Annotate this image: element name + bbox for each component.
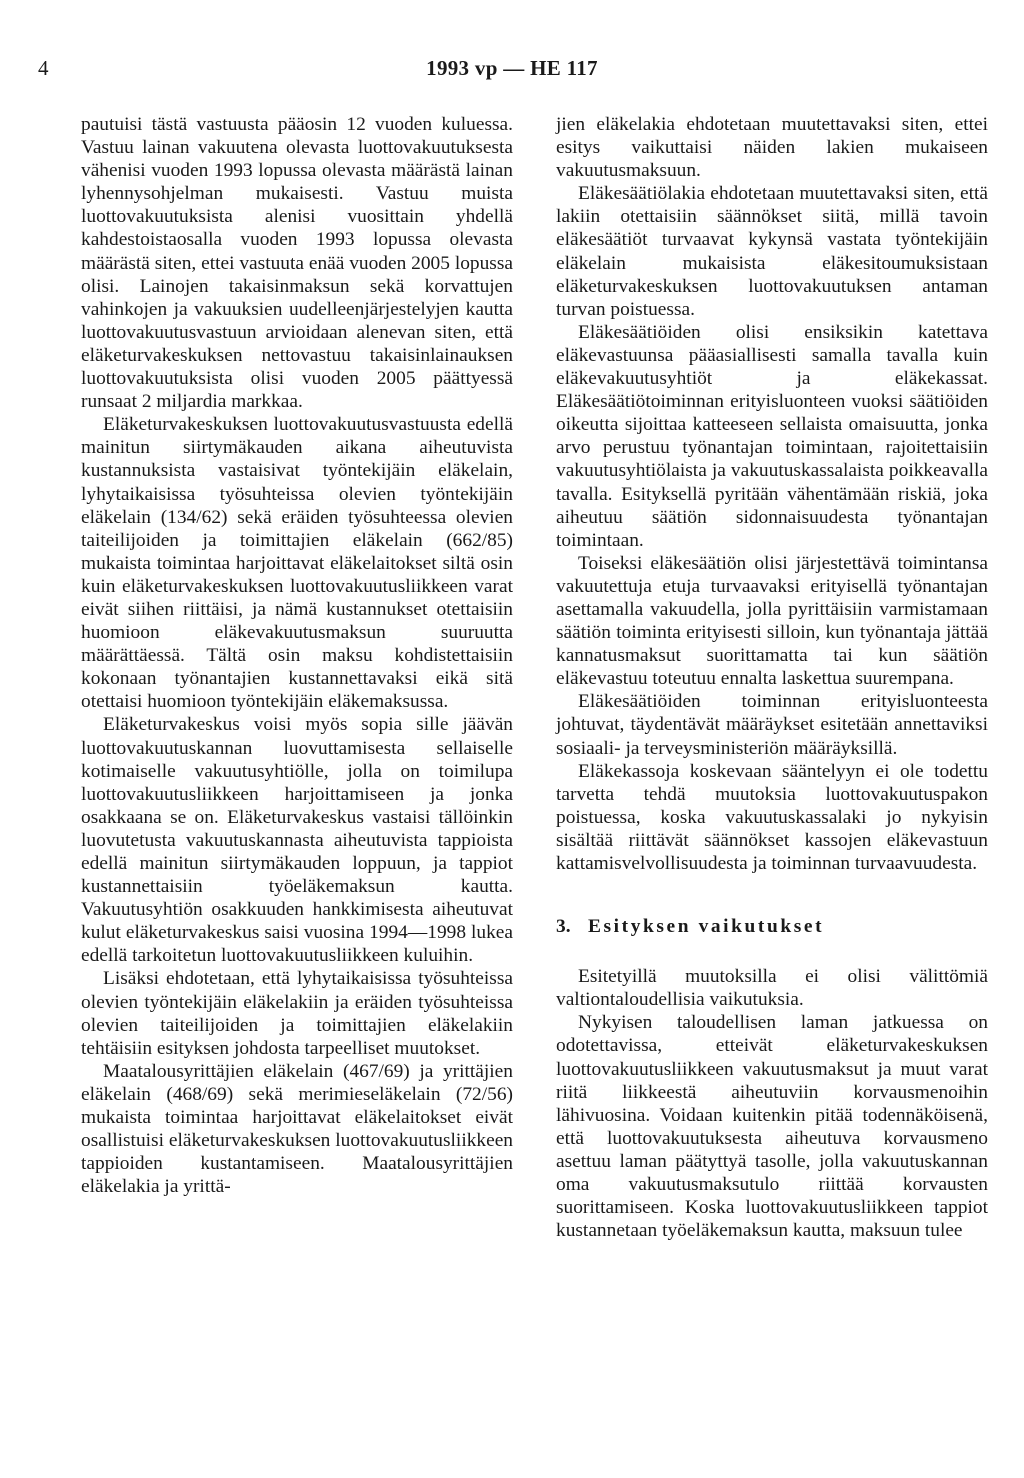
running-head: 1993 vp — HE 117: [426, 56, 598, 80]
section-heading: [556, 915, 988, 938]
paragraph: Nykyisen taloudellisen laman jatkuessa on odotettavissa, etteivät eläketurvakeskuksen luottovakuutusliikkeen vakuutusmaksut ja muut varat riitä liikkeestä aiheutuviin korvausmenoihin lähivuosina. Voidaan kuitenkin pitää todennäköisenä, että luottovakuutuksesta aiheutuva korvausmeno asettuu laman päätyttyä tasolle, jolla vakuutuskannan oma vakuutusmaksutulo riittää korvausten suorittamiseen. Koska luottovakuutusliikkeen tappiot kustannetaan työeläkemaksun kautta, maksuun tulee: [556, 1012, 988, 1242]
page-header: [0, 56, 1024, 86]
paragraph: jien eläkelakia ehdotetaan muutettavaksi siten, ettei esitys vaikuttaisi näiden lakien mukaiseen vakuutusmaksuun.: [556, 114, 988, 182]
paragraph: Esitetyillä muutoksilla ei olisi välittömiä valtiontaloudellisia vaikutuksia.: [556, 966, 988, 1011]
paragraph: Eläkekassoja koskevaan sääntelyyn ei ole todettu tarvetta tehdä muutoksia luottovakuutuspakon poistuessa, koska vakuutuskassalaki jo nykyisin sisältää riittävät säännökset kassojen eläkevastuun kattamisvelvollisuudesta ja toiminnan turvaavuudesta.: [556, 760, 988, 874]
paragraph: pautuisi tästä vastuusta pääosin 12 vuoden kuluessa. Vastuu lainan vakuutena olevasta luottovakuutuksesta vähenisi vuoden 1993 lopussa olevasta määrästä lainan lyhennysohjelman mukaisesti. Vastuu muista luottovakuutuksista alenisi vuosittain yhdellä kahdestoistaosalla vuoden 1993 lopussa olevasta määrästä siten, ettei vastuuta enää vuoden 2005 lopussa olisi. Lainojen takaisinmaksun sekä korvattujen vahinkojen ja vakuuksien uudelleenjärjestelyjen kautta luottovakuutusvastuun arvioidaan alenevan siten, että eläketurvakeskuksen nettovastuu takaisinlainauksen luottovakuutuksista olisi vuoden 2005 päättyessä runsaat 2 miljardia markkaa.: [81, 114, 513, 413]
right-column: [556, 113, 988, 1242]
paragraph: Eläkesäätiöiden olisi ensiksikin katettava eläkevastuunsa pääasiallisesti samalla tavalla kuin eläkevakuutusyhtiöt ja eläkekassat. Eläkesäätiötoiminnan erityisluonteen vuoksi säätiöiden oikeutta sijoittaa katteeseen sellaista omaisuutta, jonka arvo perustuu työnantajan toimintaan, rajoitettaisiin vakuutusyhtiölaista ja vakuutuskassalaista poikkeavalla tavalla. Esityksellä pyritään vähentämään riskiä, joka aiheutuu säätiön sidonnaisuudesta työnantajan toimintaan.: [556, 321, 988, 551]
section-title: Esityksen vaikutukset: [588, 916, 825, 938]
paragraph: Lisäksi ehdotetaan, että lyhytaikaisissa työsuhteissa olevien työntekijäin eläkelakiin ja eräiden työsuhteissa olevien taiteilijoiden ja toimittajien eläkelakiin tehtäisiin esityksen johdosta tarpeelliset muutokset.: [81, 968, 513, 1059]
paragraph: Eläkesäätiöiden toiminnan erityisluonteesta johtuvat, täydentävät määräykset esitetään annettaviksi sosiaali- ja terveysministeriön määräyksillä.: [556, 691, 988, 759]
paragraph: Maatalousyrittäjien eläkelain (467/69) ja yrittäjien eläkelain (468/69) sekä merimieseläkelain (72/56) mukaista toimintaa harjoittavat eläkelaitokset eivät osallistuisi eläketurvakeskuksen luottovakuutusliikkeen tappioiden kustantamiseen. Maatalousyrittäjien eläkelakia ja yrittä-: [81, 1060, 513, 1198]
paragraph: Eläketurvakeskuksen luottovakuutusvastuusta edellä mainitun siirtymäkauden aikana aiheutuvista kustannuksista vastaisivat työntekijäin eläkelain, lyhytaikaisissa työsuhteissa olevien työntekijäin eläkelain (134/62) sekä eräiden työsuhteessa olevien taiteilijoiden ja toimittajien eläkelain (662/85) mukaista toimintaa harjoittavat eläkelaitokset siltä osin kuin eläketurvakeskuksen luottovakuutusliikkeen varat eivät siihen riittäisi, ja nämä kustannukset otettaisiin huomioon eläkevakuutusmaksun suuruutta määrättäessä. Tältä osin maksu kohdistettaisiin kokonaan työnantajien kustannettavaksi eikä sitä otettaisi huomioon työntekijäin eläkemaksussa.: [81, 414, 513, 713]
section-number: 3.: [556, 916, 571, 938]
paragraph: Eläkesäätiölakia ehdotetaan muutettavaksi siten, että lakiin otettaisiin säännökset siitä, millä tavoin eläkesäätiöt turvaavat kykynsä vastata työntekijäin eläkelain mukaisista eläkesitoumuksistaan eläketurvakeskuksen luottovakuutuksen antaman turvan poistuessa.: [556, 183, 988, 320]
left-column: [81, 113, 513, 1198]
paragraph: Eläketurvakeskus voisi myös sopia sille jäävän luottovakuutuskannan luovuttamisesta sellaiselle kotimaiselle vakuutusyhtiölle, jolla on toimilupa luottovakuutusliikkeen harjoittamiseen ja jonka osakkaana se on. Eläketurvakeskus vastaisi tällöinkin luovutetusta vakuutuskannasta aiheutuvista tappioista edellä mainitun siirtymäkauden loppuun, ja tappiot kustannettaisiin työeläkemaksun kautta. Vakuutusyhtiön osakkuuden hankkimisesta aiheutuvat kulut eläketurvakeskus saisi vuosina 1994—1998 lukea edellä tarkoitetun luottovakuutusliikkeen kuluihin.: [81, 714, 513, 967]
paragraph: Toiseksi eläkesäätiön olisi järjestettävä toimintansa vakuutettuja etuja turvaavaksi erityisellä työnantajan asettamalla vakuudella, jolla pyrittäisiin varmistamaan säätiön toiminta erityisesti silloin, kun työnantaja jättää kannatusmaksut suorittamatta tai kun säätiön eläkevastuu toteutuu ennalta laskettua suurempana.: [556, 552, 988, 690]
page-number: 4: [38, 56, 49, 80]
